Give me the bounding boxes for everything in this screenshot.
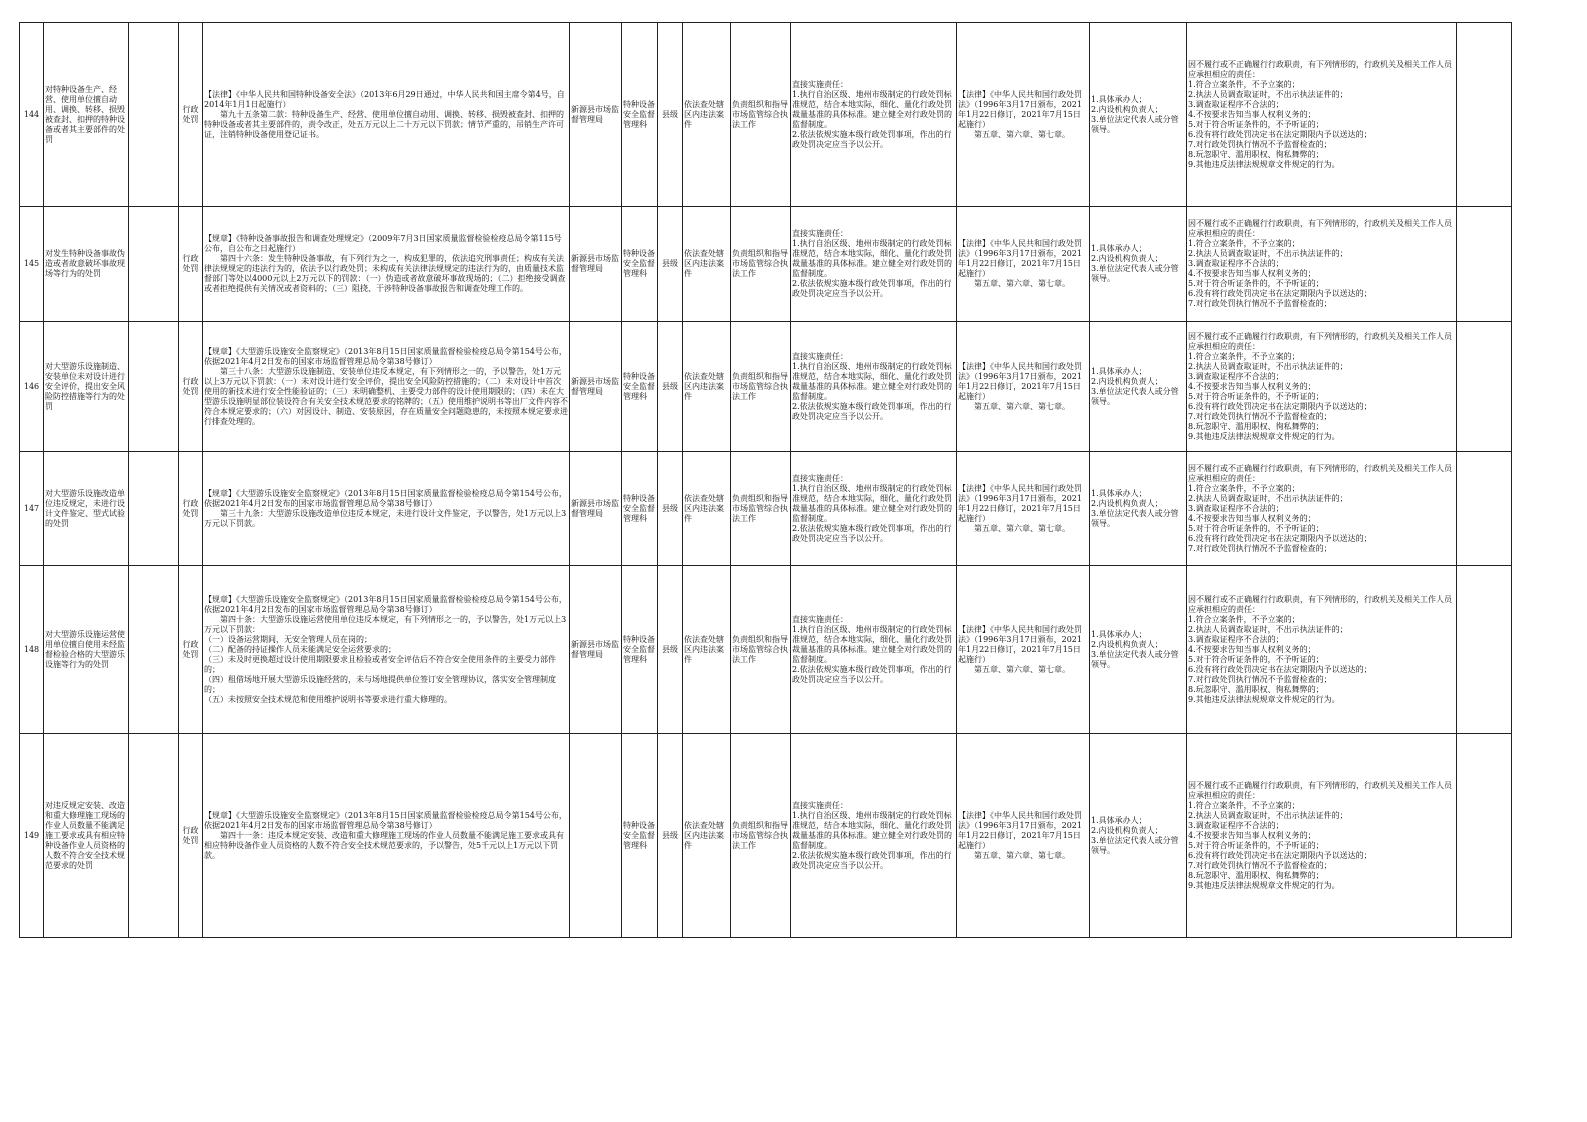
item-type: 行政处罚 [179,23,203,207]
responsible-subject: 1.具体承办人； 2.内设机构负责人； 3.单位法定代表人或分管领导。 [1090,452,1187,566]
row-number: 146 [20,322,44,452]
legal-basis: 【规章】《大型游乐设施安全监察规定》（2013年8月15日国家质量监督检验检疫总局令第154号公布，依据2021年4月2日发布的国家市场监督管理总局令第38号修订） 第四十条：大型游乐设施运营使用单位违反本规定，有下列情形之一的，予以警告，处1万元以上3万元以下罚款： （一）设备运营期间，无安全管理人员在岗的； （二）配备的持证操作人员未能满足安全运营要求的； （三）未及时更换超过设计使用期限要求且检验或者安全评估后不符合安全使用条件的主要受力部件的； （四）租借场地开展大型游乐设施经营的，未与场地提供单位签订安全管理协议，落实安全管理制度的； （五）未按照安全技术规范和使用维护说明书等要求进行重大修理的。 [203,566,570,734]
empty-cell [129,322,179,452]
scope: 依法查处辖区内违法案件 [683,23,731,207]
legal-basis: 【法律】《中华人民共和国特种设备安全法》（2013年6月29日通过，中华人民共和国主席令第4号，自2014年1月1日起施行） 第九十五条第二款：特种设备生产、经营、使用单位擅自动用、调换、转移、损毁被查封、扣押的特种设备或者其主要部件的，责令改正，处五万元以上二十万元以下罚款；情节严重的，吊销生产许可证，注销特种设备使用登记证书。 [203,23,570,207]
responsibility-table [19,22,1512,938]
accountability: 因不履行或不正确履行行政职责，有下列情形的，行政机关及相关工作人员应承担相应的责任： 1.符合立案条件，不予立案的； 2.执法人员调查取证时，不出示执法证件的； 3.调查取证程序不合法的； 4.不按要求告知当事人权利义务的； 5.对于符合听证条件的，不予听证的； 6.没有将行政处罚决定书在法定期限内予以送达的； 7.对行政处罚执行情况不予监督检查的； [1187,207,1457,322]
empty-cell [129,207,179,322]
responsibility: 直接实施责任： 1.执行自治区级、地州市级制定的行政处罚标准规范，结合本地实际，细化、量化行政处罚裁量基准的具体标准。建立健全对行政处罚的监督制度。 2.依法依规实施本级行政处罚事项，作出的行政处罚决定应当予以公开。 [791,734,957,938]
row-number: 148 [20,566,44,734]
remark [1457,322,1512,452]
row-number: 147 [20,452,44,566]
responsibility: 直接实施责任： 1.执行自治区级、地州市级制定的行政处罚标准规范，结合本地实际，细化、量化行政处罚裁量基准的具体标准。建立健全对行政处罚的监督制度。 2.依法依规实施本级行政处罚事项，作出的行政处罚决定应当予以公开。 [791,566,957,734]
responsibility-basis: 【法律】《中华人民共和国行政处罚法》（1996年3月17日颁布，2021年1月22日修订，2021年7月15日起施行） 第五章、第六章、第七章。 [957,322,1090,452]
responsibility-basis: 【法律】《中华人民共和国行政处罚法》（1996年3月17日颁布，2021年1月22日修订，2021年7月15日起施行） 第五章、第六章、第七章。 [957,207,1090,322]
responsible-subject: 1.具体承办人； 2.内设机构负责人； 3.单位法定代表人或分管领导。 [1090,207,1187,322]
table-row [20,23,1512,207]
responsibility: 直接实施责任： 1.执行自治区级、地州市级制定的行政处罚标准规范，结合本地实际，细化、量化行政处罚裁量基准的具体标准。建立健全对行政处罚的监督制度。 2.依法依规实施本级行政处罚事项，作出的行政处罚决定应当予以公开。 [791,452,957,566]
item-type: 行政处罚 [179,566,203,734]
scope: 依法查处辖区内违法案件 [683,734,731,938]
item-type: 行政处罚 [179,207,203,322]
responsibility-basis: 【法律】《中华人民共和国行政处罚法》（1996年3月17日颁布，2021年1月22日修订，2021年7月15日起施行） 第五章、第六章、第七章。 [957,566,1090,734]
implementing-dept: 新源县市场监督管理局 [570,23,622,207]
accountability: 因不履行或不正确履行行政职责，有下列情形的，行政机关及相关工作人员应承担相应的责任： 1.符合立案条件，不予立案的； 2.执法人员调查取证时，不出示执法证件的； 3.调查取证程序不合法的； 4.不按要求告知当事人权利义务的； 5.对于符合听证条件的，不予听证的； 6.没有将行政处罚决定书在法定期限内予以送达的； 7.对行政处罚执行情况不予监督检查的； 8.玩忽职守、滥用职权、徇私舞弊的； 9.其他违反法律法规规章文件规定的行为。 [1187,322,1457,452]
admin-level: 县级 [658,23,683,207]
scope: 依法查处辖区内违法案件 [683,207,731,322]
responsibility-basis: 【法律】《中华人民共和国行政处罚法》（1996年3月17日颁布，2021年1月22日修订，2021年7月15日起施行） 第五章、第六章、第七章。 [957,452,1090,566]
empty-cell [129,734,179,938]
empty-cell [129,452,179,566]
remark [1457,734,1512,938]
empty-cell [129,23,179,207]
remark [1457,23,1512,207]
internal-office: 特种设备安全监督管理科 [622,207,658,322]
scope: 依法查处辖区内违法案件 [683,452,731,566]
scope: 依法查处辖区内违法案件 [683,322,731,452]
item-name: 对发生特种设备事故伪造或者故意破坏事故现场等行为的处罚 [44,207,129,322]
item-name: 对大型游乐设施改造单位违反规定，未进行设计文件鉴定、型式试验的处罚 [44,452,129,566]
duty: 负责组织和指导市场监管综合执法工作 [731,322,791,452]
item-type: 行政处罚 [179,322,203,452]
internal-office: 特种设备安全监督管理科 [622,566,658,734]
item-name: 对违反规定安装、改造和重大修理施工现场的作业人员数量不能满足施工要求或具有相应特种设备作业人员资格的人数不符合安全技术规范要求的处罚 [44,734,129,938]
admin-level: 县级 [658,207,683,322]
duty: 负责组织和指导市场监管综合执法工作 [731,452,791,566]
implementing-dept: 新源县市场监督管理局 [570,452,622,566]
legal-basis: 【规章】《大型游乐设施安全监察规定》（2013年8月15日国家质量监督检验检疫总局令第154号公布，依据2021年4月2日发布的国家市场监督管理总局令第38号修订） 第三十八条：大型游乐设施制造、安装单位违反本规定，有下列情形之一的，予以警告，处1万元以上3万元以下罚款：（一）未对设计进行安全评价，提出安全风险防控措施的；（二）未对设计中首次使用的新技术进行安全性能验证的；（三）未明确整机、主要受力部件的设计使用期限的；（四）未在大型游乐设施明显部位装设符合有关安全技术规范要求的铭牌的；（五）使用维护说明书等出厂文件内容不符合本规定要求的；（六）对因设计、制造、安装原因，存在质量安全问题隐患的，未按照本规定要求进行排查处理的。 [203,322,570,452]
internal-office: 特种设备安全监督管理科 [622,322,658,452]
internal-office: 特种设备安全监督管理科 [622,452,658,566]
duty: 负责组织和指导市场监管综合执法工作 [731,566,791,734]
responsibility: 直接实施责任： 1.执行自治区级、地州市级制定的行政处罚标准规范，结合本地实际，细化、量化行政处罚裁量基准的具体标准。建立健全对行政处罚的监督制度。 2.依法依规实施本级行政处罚事项，作出的行政处罚决定应当予以公开。 [791,207,957,322]
row-number: 149 [20,734,44,938]
responsibility-basis: 【法律】《中华人民共和国行政处罚法》（1996年3月17日颁布，2021年1月22日修订，2021年7月15日起施行） 第五章、第六章、第七章。 [957,23,1090,207]
row-number: 144 [20,23,44,207]
admin-level: 县级 [658,566,683,734]
duty: 负责组织和指导市场监管综合执法工作 [731,207,791,322]
implementing-dept: 新源县市场监督管理局 [570,207,622,322]
implementing-dept: 新源县市场监督管理局 [570,322,622,452]
item-type: 行政处罚 [179,452,203,566]
remark [1457,566,1512,734]
legal-basis: 【规章】《大型游乐设施安全监察规定》（2013年8月15日国家质量监督检验检疫总局令第154号公布，依据2021年4月2日发布的国家市场监督管理总局令第38号修订） 第三十九条：大型游乐设施改造单位违反本规定，未进行设计文件鉴定，予以警告，处1万元以上3万元以下罚款。 [203,452,570,566]
table-row [20,207,1512,322]
accountability: 因不履行或不正确履行行政职责，有下列情形的，行政机关及相关工作人员应承担相应的责任： 1.符合立案条件，不予立案的； 2.执法人员调查取证时，不出示执法证件的； 3.调查取证程序不合法的； 4.不按要求告知当事人权利义务的； 5.对于符合听证条件的，不予听证的； 6.没有将行政处罚决定书在法定期限内予以送达的； 7.对行政处罚执行情况不予监督检查的； 8.玩忽职守、滥用职权、徇私舞弊的； 9.其他违反法律法规规章文件规定的行为。 [1187,734,1457,938]
empty-cell [129,566,179,734]
responsible-subject: 1.具体承办人； 2.内设机构负责人； 3.单位法定代表人或分管领导。 [1090,322,1187,452]
duty: 负责组织和指导市场监管综合执法工作 [731,23,791,207]
responsibility: 直接实施责任： 1.执行自治区级、地州市级制定的行政处罚标准规范，结合本地实际，细化、量化行政处罚裁量基准的具体标准。建立健全对行政处罚的监督制度。 2.依法依规实施本级行政处罚事项，作出的行政处罚决定应当予以公开。 [791,23,957,207]
table-row [20,452,1512,566]
row-number: 145 [20,207,44,322]
table-row [20,734,1512,938]
table-row [20,322,1512,452]
accountability: 因不履行或不正确履行行政职责，有下列情形的，行政机关及相关工作人员应承担相应的责任： 1.符合立案条件，不予立案的； 2.执法人员调查取证时，不出示执法证件的； 3.调查取证程序不合法的； 4.不按要求告知当事人权利义务的； 5.对于符合听证条件的，不予听证的； 6.没有将行政处罚决定书在法定期限内予以送达的； 7.对行政处罚执行情况不予监督检查的； 8.玩忽职守、滥用职权、徇私舞弊的； 9.其他违反法律法规规章文件规定的行为。 [1187,566,1457,734]
responsibility-basis: 【法律】《中华人民共和国行政处罚法》（1996年3月17日颁布，2021年1月22日修订，2021年7月15日起施行） 第五章、第六章、第七章。 [957,734,1090,938]
scope: 依法查处辖区内违法案件 [683,566,731,734]
responsible-subject: 1.具体承办人； 2.内设机构负责人； 3.单位法定代表人或分管领导。 [1090,23,1187,207]
responsible-subject: 1.具体承办人； 2.内设机构负责人； 3.单位法定代表人或分管领导。 [1090,734,1187,938]
implementing-dept: 新源县市场监督管理局 [570,566,622,734]
implementing-dept [570,734,622,938]
admin-level: 县级 [658,734,683,938]
table-row [20,566,1512,734]
item-type: 行政处罚 [179,734,203,938]
duty: 负责组织和指导市场监管综合执法工作 [731,734,791,938]
admin-level: 县级 [658,452,683,566]
internal-office: 特种设备安全监督管理科 [622,23,658,207]
legal-basis: 【规章】《大型游乐设施安全监察规定》（2013年8月15日国家质量监督检验检疫总局令第154号公布，依据2021年4月2日发布的国家市场监督管理总局令第38号修订） 第四十一条：违反本规定安装、改造和重大修理施工现场的作业人员数量不能满足施工要求或具有相应特种设备作业人员资格的人数不符合安全技术规范要求的，予以警告，处5千元以上1万元以下罚款。 [203,734,570,938]
remark [1457,452,1512,566]
internal-office: 特种设备安全监督管理科 [622,734,658,938]
item-name: 对特种设备生产、经营、使用单位擅自动用、调换、转移、损毁被查封、扣押的特种设备或者其主要部件的处罚 [44,23,129,207]
admin-level: 县级 [658,322,683,452]
responsible-subject: 1.具体承办人； 2.内设机构负责人； 3.单位法定代表人或分管领导。 [1090,566,1187,734]
remark [1457,207,1512,322]
item-name: 对大型游乐设施运营使用单位擅自使用未经监督检验合格的大型游乐设施等行为的处罚 [44,566,129,734]
accountability: 因不履行或不正确履行行政职责，有下列情形的，行政机关及相关工作人员应承担相应的责任： 1.符合立案条件，不予立案的； 2.执法人员调查取证时，不出示执法证件的； 3.调查取证程序不合法的； 4.不按要求告知当事人权利义务的； 5.对于符合听证条件的，不予听证的； 6.没有将行政处罚决定书在法定期限内予以送达的； 7.对行政处罚执行情况不予监督检查的； [1187,452,1457,566]
responsibility: 直接实施责任： 1.执行自治区级、地州市级制定的行政处罚标准规范，结合本地实际，细化、量化行政处罚裁量基准的具体标准。建立健全对行政处罚的监督制度。 2.依法依规实施本级行政处罚事项，作出的行政处罚决定应当予以公开。 [791,322,957,452]
legal-basis: 【规章】《特种设备事故报告和调查处理规定》（2009年7月3日国家质量监督检验检疫总局令第115号公布，自公布之日起施行） 第四十六条：发生特种设备事故，有下列行为之一，构成犯罪的，依法追究刑事责任；构成有关法律法规规定的违法行为的，依法予以行政处罚；未构成有关法律法规规定的违法行为的，由质量技术监督部门等处以4000元以上2万元以下的罚款：（一）伪造或者故意破坏事故现场的；（二）拒绝接受调查或者拒绝提供有关情况或者资料的；（三）阻挠、干涉特种设备事故报告和调查处理工作的。 [203,207,570,322]
item-name: 对大型游乐设施制造、安装单位未对设计进行安全评价，提出安全风险防控措施等行为的处罚 [44,322,129,452]
accountability: 因不履行或不正确履行行政职责，有下列情形的，行政机关及相关工作人员应承担相应的责任： 1.符合立案条件，不予立案的； 2.执法人员调查取证时，不出示执法证件的； 3.调查取证程序不合法的； 4.不按要求告知当事人权利义务的； 5.对于符合听证条件的，不予听证的； 6.没有将行政处罚决定书在法定期限内予以送达的； 7.对行政处罚执行情况不予监督检查的； 8.玩忽职守、滥用职权、徇私舞弊的； 9.其他违反法律法规规章文件规定的行为。 [1187,23,1457,207]
